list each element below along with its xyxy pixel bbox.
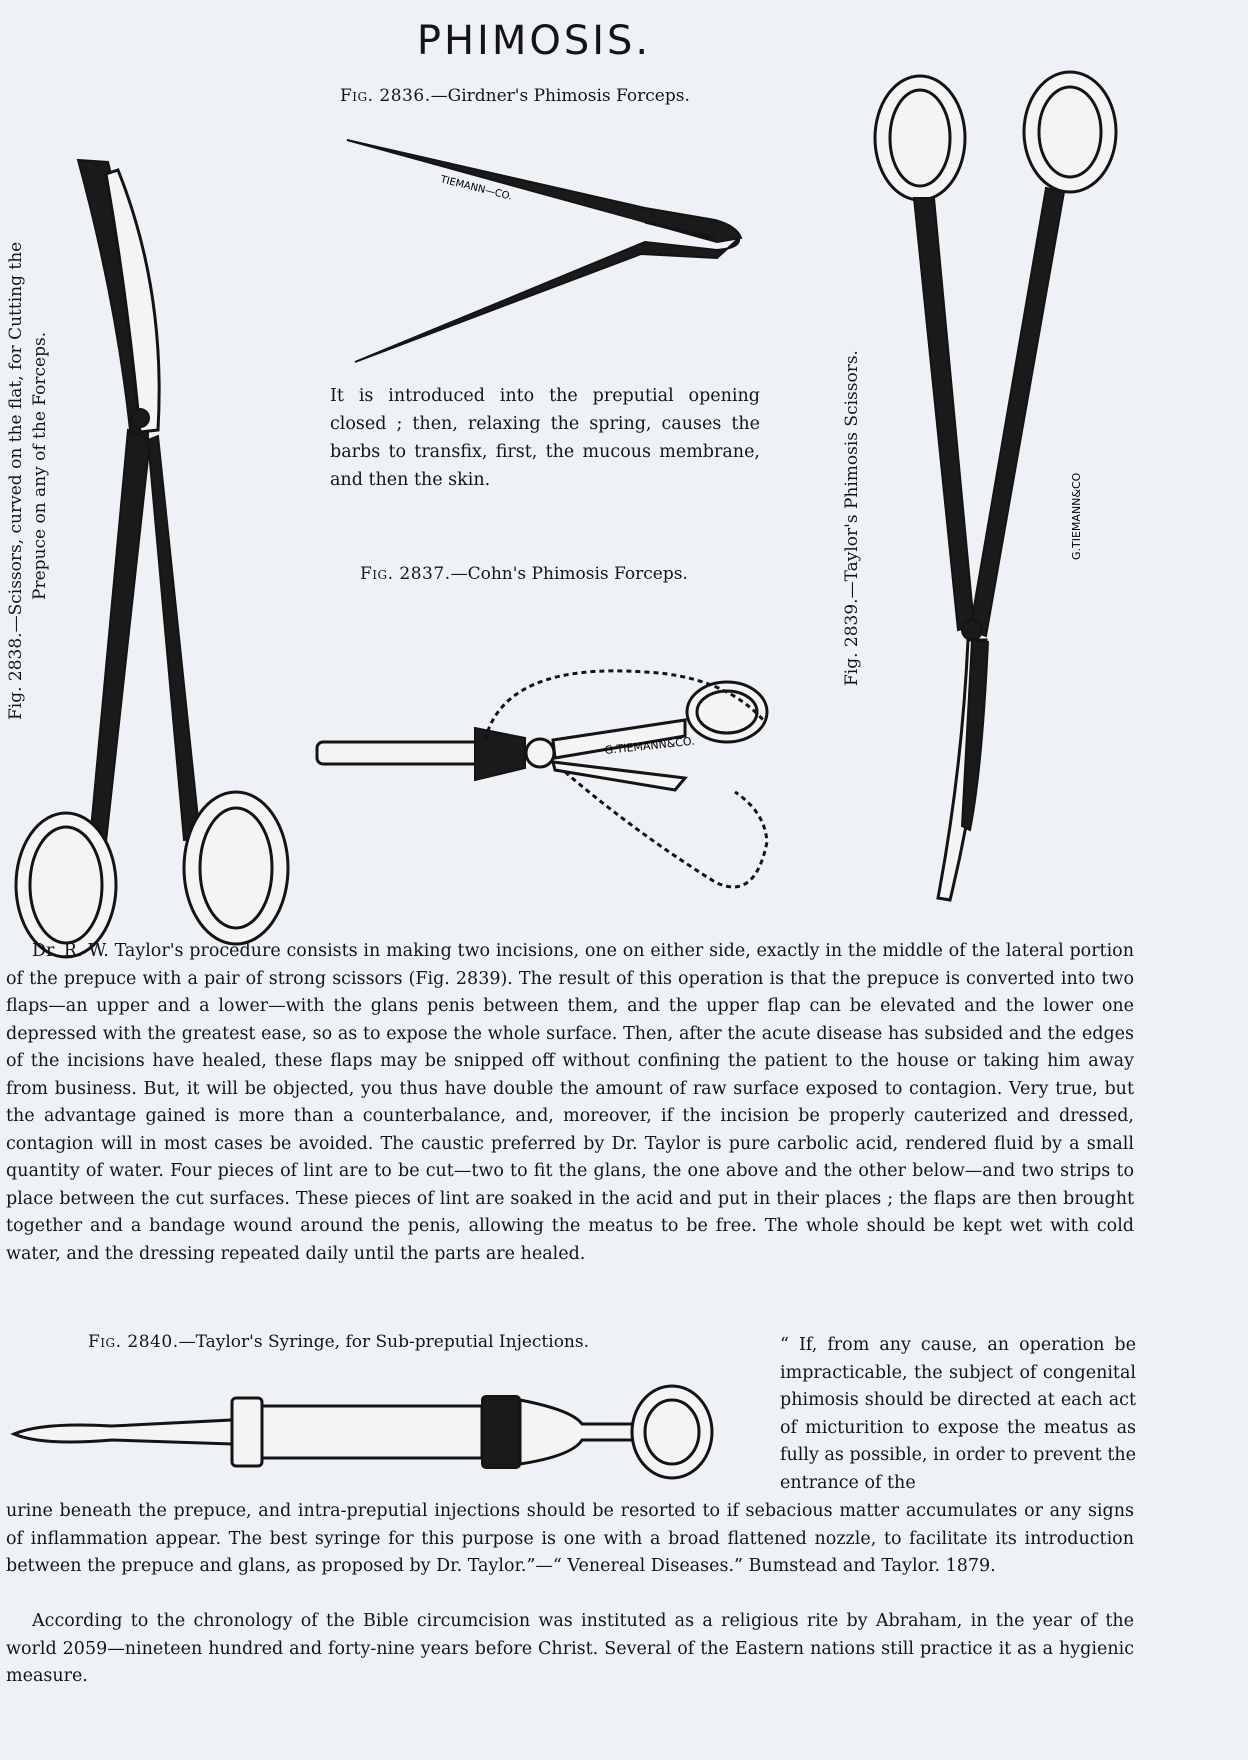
fig-2836-caption: [340, 86, 690, 106]
girdner-maker-mark: TIEMANN—CO.: [439, 174, 514, 203]
girdner-forceps-illustration: [345, 130, 755, 370]
fig-2837-caption: [360, 564, 688, 584]
fig-2839-number: Fig. 2839.: [842, 598, 862, 686]
cohn-forceps-illustration: [315, 612, 785, 902]
page-title: PHIMOSIS.: [416, 18, 652, 64]
fig-2839-title: —Taylor's Phimosis Scissors.: [842, 350, 862, 599]
quote-continued-text: urine beneath the prepuce, and intra-preputial injections should be resorted to if sebacious matter accumulates or any signs of inflammation appear. The best syringe for this purpose is one with a broad flattened nozzle, to facilitate its introduction between the prepuce and glans, as proposed by Dr. Taylor.”—“ Venereal Diseases.” Bumstead and Taylor. 1879.: [6, 1501, 1134, 1576]
fig-2840-title: —Taylor's Syringe, for Sub-preputial Injections.: [178, 1332, 589, 1352]
fig-2836-number: Fig. 2836.: [340, 86, 431, 106]
fig-2837-number: Fig. 2837.: [360, 564, 451, 584]
fig-2836-title: —Girdner's Phimosis Forceps.: [430, 86, 690, 106]
quote-column: [780, 1332, 1136, 1497]
quote-column-text: “ If, from any cause, an operation be impracticable, the subject of congenital phimosis should be directed at each act of micturition to expose the meatus as fully as possible, in order to prevent the entrance of the: [780, 1335, 1136, 1493]
fig-2840-number: Fig. 2840.: [88, 1332, 179, 1352]
taylor-procedure-paragraph: [6, 938, 1134, 1268]
bible-chronology-paragraph: [6, 1608, 1134, 1691]
quote-continued-paragraph: [6, 1498, 1134, 1581]
curved-scissors-illustration: [8, 150, 298, 910]
taylor-syringe-illustration: [12, 1370, 752, 1480]
cohn-maker-mark: G.TIEMANN&CO.: [603, 734, 696, 757]
fig-2838-caption-line1: Fig. 2838.—Scissors, curved on the flat, for Cutting the: [6, 241, 26, 720]
fig-2839-caption: [842, 350, 862, 686]
fig-2836-description: It is introduced into the preputial opening closed ; then, relaxing the spring, causes the barbs to transfix, first, the mucous membrane, and then the skin.: [330, 386, 760, 490]
fig-2837-title: —Cohn's Phimosis Forceps.: [450, 564, 688, 584]
taylor-procedure-text: Dr. R. W. Taylor's procedure consists in making two incisions, one on either side, exactly in the middle of the lateral portion of the prepuce with a pair of strong scissors (Fig. 2839). The result of this operation is that the prepuce is converted into two flaps—an upper and a lower—with the glans penis between them, and the upper flap can be elevated and the lower one depressed with the greatest ease, so as to expose the whole surface. Then, after the acute disease has subsided and the edges of the incisions have healed, these flaps may be snipped off without confining the patient to the house or taking him away from business. But, it will be objected, you thus have double the amount of raw surface exposed to contagion. Very true, but the advantage gained is more than a counterbalance, and, moreover, if the incision be properly cauterized and dressed, contagion will in most cases be avoided. The caustic preferred by Dr. Taylor is pure carbolic acid, rendered fluid by a small quantity of water. Four pieces of lint are to be cut—two to fit the glans, the one above and the other below—and two strips to place between the cut surfaces. These pieces of lint are soaked in the acid and put in their places ; the flaps are then brought together and a bandage wound around the penis, allowing the meatus to be free. The whole should be kept wet with cold water, and the dressing repeated daily until the parts are healed.: [6, 941, 1134, 1264]
bible-chronology-text: According to the chronology of the Bible circumcision was instituted as a religious rite by Abraham, in the year of the world 2059—nineteen hundred and forty-nine years before Christ. Several of the Eastern nations still practice it as a hygienic measure.: [6, 1611, 1134, 1686]
fig-2840-caption: [88, 1332, 589, 1352]
fig-2838-caption-line2: Prepuce on any of the Forceps.: [30, 331, 50, 600]
taylor-scissors-illustration: [870, 70, 1130, 910]
taylor-maker-mark: G.TIEMANN&CO: [1070, 472, 1083, 560]
